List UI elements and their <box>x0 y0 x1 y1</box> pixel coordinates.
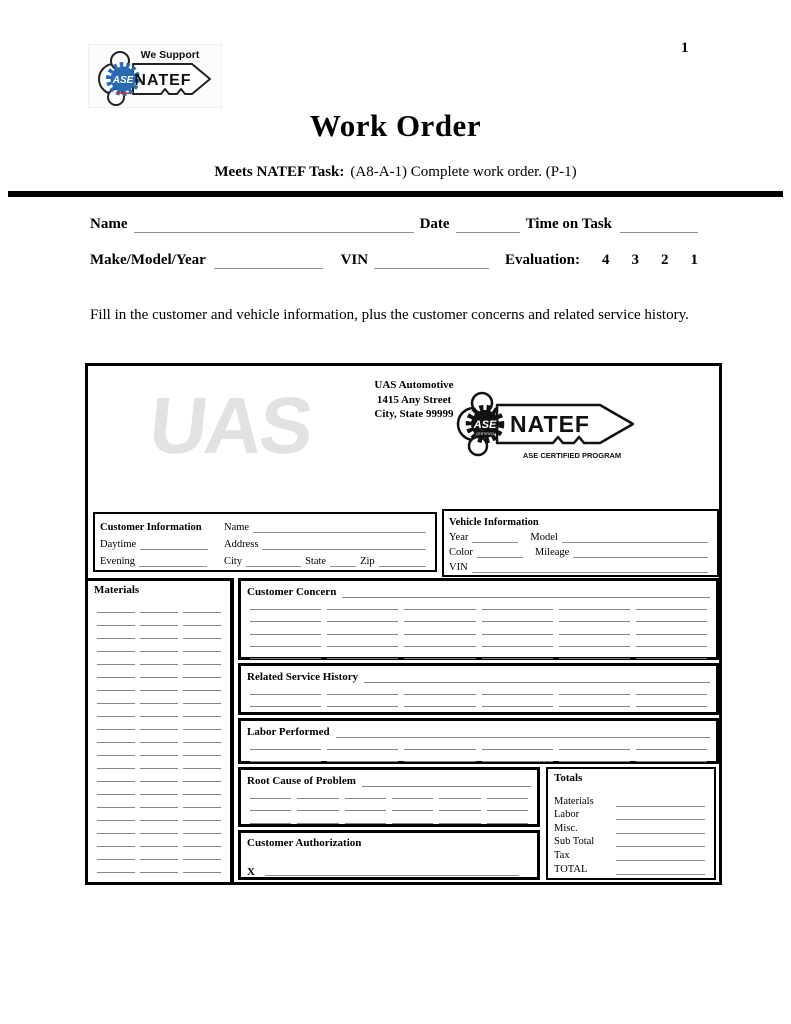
blank-rule-line <box>247 647 710 659</box>
labor-performed-lines <box>247 738 710 762</box>
blank-rule-line <box>94 821 224 834</box>
signature-blank <box>265 864 519 876</box>
totals-row <box>554 834 705 848</box>
evening-label: Evening <box>100 556 135 567</box>
vehicle-information-box <box>442 509 719 577</box>
model-label: Model <box>530 532 558 543</box>
customer-concern-section <box>238 578 719 660</box>
related-service-history-lines <box>247 683 710 720</box>
totals-row-label: Materials <box>554 795 594 807</box>
address-blank <box>262 539 426 550</box>
natef-ase-logo-black <box>452 388 644 472</box>
time-on-task-label: Time on Task <box>525 216 612 232</box>
blank-rule-line <box>94 626 224 639</box>
make-model-year-label: Make/Model/Year <box>90 252 206 268</box>
signature-x-label: X <box>247 866 255 878</box>
svg-text:CERTIFIED: CERTIFIED <box>476 432 494 436</box>
customer-name-blank <box>253 522 426 533</box>
materials-section <box>88 578 234 882</box>
totals-section <box>546 767 716 880</box>
customer-info-title: Customer Information <box>100 522 202 533</box>
totals-row-label: Misc. <box>554 822 578 834</box>
blank-rule-line <box>247 622 710 634</box>
make-model-year-blank <box>214 255 323 269</box>
vin-blank <box>374 255 489 269</box>
date-blank <box>456 219 520 233</box>
state-blank <box>330 556 356 567</box>
blank-rule-line <box>247 811 531 823</box>
blank-rule-line <box>94 665 224 678</box>
student-info-line-1 <box>90 216 698 233</box>
evaluation-score-2: 2 <box>661 252 669 268</box>
blank-rule-line <box>247 610 710 622</box>
materials-lines <box>94 600 224 873</box>
totals-row-blank <box>616 836 705 847</box>
uas-watermark: UAS <box>145 381 315 470</box>
blank-rule-line <box>94 756 224 769</box>
daytime-blank <box>140 539 208 550</box>
materials-title: Materials <box>94 584 140 596</box>
natef-key-icon <box>89 45 221 107</box>
blank-rule-line <box>94 769 224 782</box>
city-label: City <box>224 556 243 567</box>
blank-rule-line <box>94 717 224 730</box>
svg-text:NATEF: NATEF <box>510 411 590 437</box>
divider-rule <box>8 191 783 197</box>
city-blank <box>246 556 301 567</box>
blank-rule-line <box>94 600 224 613</box>
color-label: Color <box>449 547 473 558</box>
blank-rule-line <box>94 691 224 704</box>
labor-performed-blank <box>336 724 710 738</box>
totals-row-label: Sub Total <box>554 836 595 848</box>
totals-row <box>554 793 705 807</box>
totals-row <box>554 847 705 861</box>
page-number: 1 <box>681 40 689 56</box>
date-label: Date <box>419 216 450 232</box>
customer-information-box <box>93 512 437 572</box>
name-label: Name <box>90 216 128 232</box>
blank-rule-line <box>247 750 710 762</box>
root-cause-lines <box>247 787 531 824</box>
vehicle-vin-blank <box>472 562 708 573</box>
vin-label: VIN <box>340 252 369 268</box>
blank-rule-line <box>94 860 224 873</box>
blank-rule-line <box>247 598 710 610</box>
customer-concern-title: Customer Concern <box>247 586 337 598</box>
instruction-text: Fill in the customer and vehicle information, plus the customer concerns and related service history. <box>90 307 689 323</box>
color-blank <box>477 547 523 558</box>
totals-row-blank <box>616 823 705 834</box>
vehicle-info-title: Vehicle Information <box>449 517 539 528</box>
blank-rule-line <box>247 787 531 799</box>
company-street: 1415 Any Street <box>376 393 452 406</box>
svg-text:We Support: We Support <box>140 49 200 61</box>
natef-certified-key-icon <box>452 388 644 472</box>
natef-ase-logo-color <box>88 44 222 108</box>
svg-text:ASE: ASE <box>473 419 497 431</box>
blank-rule-line <box>94 730 224 743</box>
related-service-history-title: Related Service History <box>247 671 359 683</box>
blank-rule-line <box>94 847 224 860</box>
task-text: (A8-A-1) Complete work order. (P-1) <box>350 164 577 180</box>
evaluation-label: Evaluation: <box>504 252 580 268</box>
address-label: Address <box>224 539 259 550</box>
blank-rule-line <box>94 613 224 626</box>
blank-rule-line <box>247 635 710 647</box>
evaluation-score-1: 1 <box>690 252 698 268</box>
svg-text:NATEF: NATEF <box>134 72 192 89</box>
blank-rule-line <box>247 683 710 695</box>
customer-name-label: Name <box>224 522 250 533</box>
blank-rule-line <box>247 799 531 811</box>
blank-rule-line <box>94 834 224 847</box>
blank-rule-line <box>94 808 224 821</box>
customer-concern-lines <box>247 598 710 659</box>
daytime-label: Daytime <box>100 539 137 550</box>
blank-rule-line <box>94 795 224 808</box>
zip-blank <box>379 556 426 567</box>
root-cause-blank <box>362 773 531 787</box>
totals-rows <box>554 793 705 875</box>
mileage-label: Mileage <box>534 547 570 558</box>
root-cause-title: Root Cause of Problem <box>247 775 356 787</box>
totals-row-label: TOTAL <box>554 863 588 875</box>
student-info-line-2 <box>90 252 698 269</box>
customer-authorization-section <box>238 830 540 880</box>
task-label: Meets NATEF Task: <box>214 164 345 180</box>
labor-performed-section <box>238 718 719 764</box>
labor-performed-title: Labor Performed <box>247 726 330 738</box>
time-on-task-blank <box>620 219 698 233</box>
blank-rule-line <box>94 704 224 717</box>
totals-row-blank <box>616 850 705 861</box>
related-service-history-section <box>238 663 719 715</box>
totals-row-blank <box>616 809 705 820</box>
name-blank <box>134 219 414 233</box>
svg-text:ASE CERTIFIED PROGRAM: ASE CERTIFIED PROGRAM <box>522 451 622 460</box>
totals-row <box>554 820 705 834</box>
totals-row <box>554 807 705 821</box>
work-order-form <box>85 363 722 885</box>
totals-row-label: Labor <box>554 809 580 821</box>
blank-rule-line <box>94 782 224 795</box>
model-blank <box>562 532 708 543</box>
blank-rule-line <box>94 743 224 756</box>
customer-concern-blank <box>342 584 710 598</box>
evaluation-score-4: 4 <box>602 252 610 268</box>
vehicle-vin-label: VIN <box>449 562 468 573</box>
company-city: City, State 99999 <box>374 408 454 421</box>
blank-rule-line <box>94 678 224 691</box>
related-service-history-blank <box>364 669 710 683</box>
totals-row-blank <box>616 796 705 807</box>
svg-text:ASE: ASE <box>112 75 134 86</box>
customer-authorization-title: Customer Authorization <box>247 837 362 849</box>
totals-title: Totals <box>554 772 583 784</box>
blank-rule-line <box>94 639 224 652</box>
page-title: Work Order <box>309 108 482 143</box>
evening-blank <box>139 556 207 567</box>
evaluation-score-3: 3 <box>631 252 639 268</box>
totals-row-blank <box>616 864 705 875</box>
year-blank <box>472 532 518 543</box>
root-cause-section <box>238 767 540 827</box>
totals-row-label: Tax <box>554 849 570 861</box>
state-label: State <box>305 556 327 567</box>
blank-rule-line <box>247 695 710 707</box>
blank-rule-line <box>247 738 710 750</box>
company-name: UAS Automotive <box>374 379 454 391</box>
totals-row <box>554 861 705 875</box>
zip-label: Zip <box>360 556 375 567</box>
mileage-blank <box>573 547 708 558</box>
blank-rule-line <box>94 652 224 665</box>
year-label: Year <box>449 532 469 543</box>
natef-task-line <box>0 164 791 181</box>
